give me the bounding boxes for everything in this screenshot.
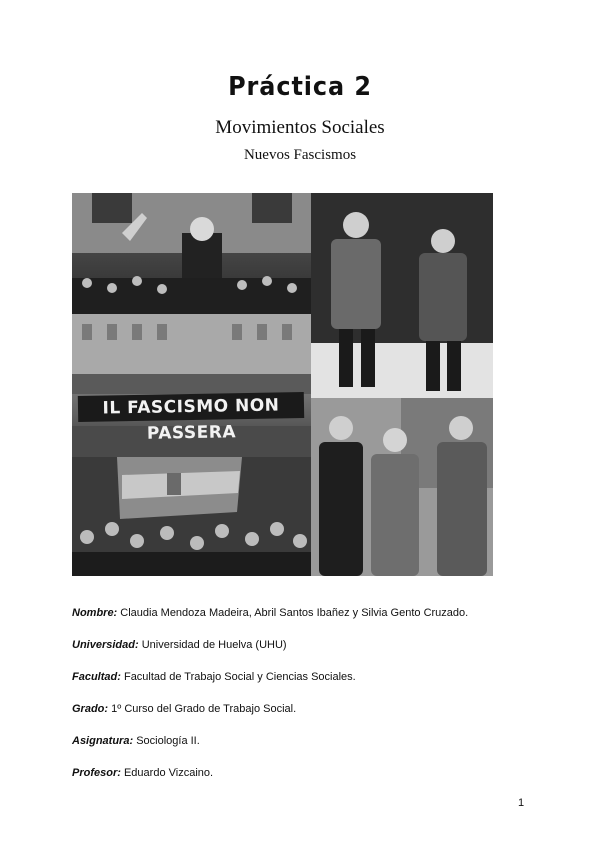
page-title: Práctica 2 [228,72,372,102]
photo-march-banner [72,314,311,457]
field-label: Universidad: [72,639,139,651]
field-value: Universidad de Huelva (UHU) [141,639,287,651]
page-number: 1 [518,797,525,809]
field-value: 1º Curso del Grado de Trabajo Social. [111,703,297,715]
photo-three-officers [311,398,493,576]
field-label: Facultad: [72,671,121,683]
page-subtitle: Movimientos Sociales [215,117,385,138]
field-value: Eduardo Vizcaino. [123,767,214,779]
field-universidad [72,638,542,670]
photo-two-figures [311,193,493,398]
field-value: Sociología II. [136,735,200,747]
field-grado [72,702,542,734]
author-details [72,606,542,798]
field-label: Profesor: [72,767,121,779]
photo-collage [72,193,493,576]
field-asignatura [72,734,542,766]
field-label: Nombre: [72,607,118,619]
field-value: Facultad de Trabajo Social y Ciencias Sociales. [123,671,356,683]
field-nombre [72,606,542,638]
photo-crowd-flag [72,457,311,576]
field-label: Asignatura: [72,735,134,747]
field-facultad [72,670,542,702]
page-subsubtitle: Nuevos Fascismos [243,147,357,163]
march-banner-text: IL FASCISMO NON PASSERA [78,392,304,422]
field-value: Claudia Mendoza Madeira, Abril Santos Ibañez y Silvia Gento Cruzado. [120,607,469,619]
field-profesor [72,766,542,798]
photo-rally-crowd [72,193,311,314]
field-label: Grado: [72,703,109,715]
